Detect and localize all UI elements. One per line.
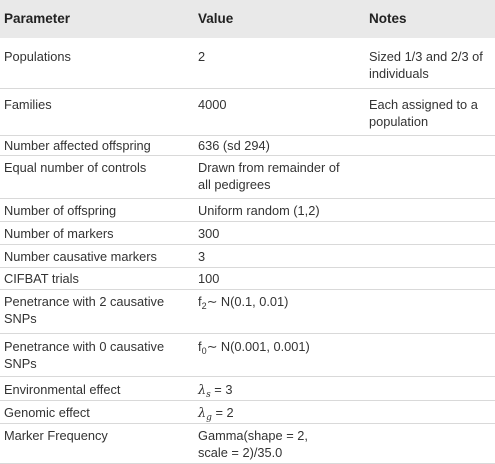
header-parameter: Parameter xyxy=(4,11,71,26)
cell-parameter: Number causative markers xyxy=(4,249,157,264)
cell-parameter: Families xyxy=(4,97,52,112)
cell-value: 2 xyxy=(198,49,206,64)
cell-parameter: Penetrance with 0 causative SNPs xyxy=(4,339,165,371)
cell-parameter: Equal number of controls xyxy=(4,160,147,175)
cell-value: 300 xyxy=(198,226,220,241)
cell-value xyxy=(198,404,368,422)
cell-value: 3 xyxy=(198,249,206,264)
row-divider xyxy=(0,244,495,245)
cell-parameter: Populations xyxy=(4,49,71,64)
row-divider xyxy=(0,267,495,268)
value-symbol: f xyxy=(198,339,202,354)
value-text: ∼ N(0.001, 0.001) xyxy=(206,339,310,354)
cell-parameter: CIFBAT trials xyxy=(4,271,79,286)
value-subscript: s xyxy=(206,390,211,400)
cell-value xyxy=(198,293,368,310)
row-divider xyxy=(0,289,495,290)
cell-value xyxy=(198,381,368,399)
value-symbol: λ xyxy=(198,383,207,398)
cell-value: 4000 xyxy=(198,97,227,112)
header-notes: Notes xyxy=(369,11,407,26)
cell-parameter: Number affected offspring xyxy=(4,138,151,153)
cell-value xyxy=(198,338,368,355)
value-symbol: λ xyxy=(198,406,207,421)
cell-parameter: Marker Frequency xyxy=(4,428,108,443)
value-text: = 3 xyxy=(210,382,233,397)
table-header xyxy=(0,0,495,38)
header-value: Value xyxy=(198,11,234,26)
row-divider xyxy=(0,423,495,424)
cell-parameter: Number of offspring xyxy=(4,203,117,218)
cell-parameter: Genomic effect xyxy=(4,405,90,420)
row-divider xyxy=(0,333,495,334)
row-divider xyxy=(0,221,495,222)
cell-notes: Sized 1/3 and 2/3 of individuals xyxy=(369,49,483,81)
cell-parameter: Penetrance with 2 causative SNPs xyxy=(4,294,165,326)
row-divider xyxy=(0,155,495,156)
row-divider xyxy=(0,376,495,377)
cell-value: 636 (sd 294) xyxy=(198,138,270,153)
row-divider xyxy=(0,135,495,136)
value-subscript: g xyxy=(206,413,212,423)
cell-value: 100 xyxy=(198,271,220,286)
cell-value: Gamma(shape = 2, scale = 2)/35.0 xyxy=(198,428,308,460)
row-divider xyxy=(0,88,495,89)
value-text: = 2 xyxy=(211,405,234,420)
value-text: ∼ N(0.1, 0.01) xyxy=(206,294,289,309)
value-symbol: f xyxy=(198,294,202,309)
value-subscript: 0 xyxy=(201,346,207,356)
row-divider xyxy=(0,198,495,199)
row-divider xyxy=(0,400,495,401)
cell-value: Drawn from remainder of all pedigrees xyxy=(198,160,340,192)
cell-value: Uniform random (1,2) xyxy=(198,203,320,218)
value-subscript: 2 xyxy=(201,301,207,311)
cell-parameter: Environmental effect xyxy=(4,382,121,397)
cell-parameter: Number of markers xyxy=(4,226,114,241)
cell-notes: Each assigned to a population xyxy=(369,97,478,129)
